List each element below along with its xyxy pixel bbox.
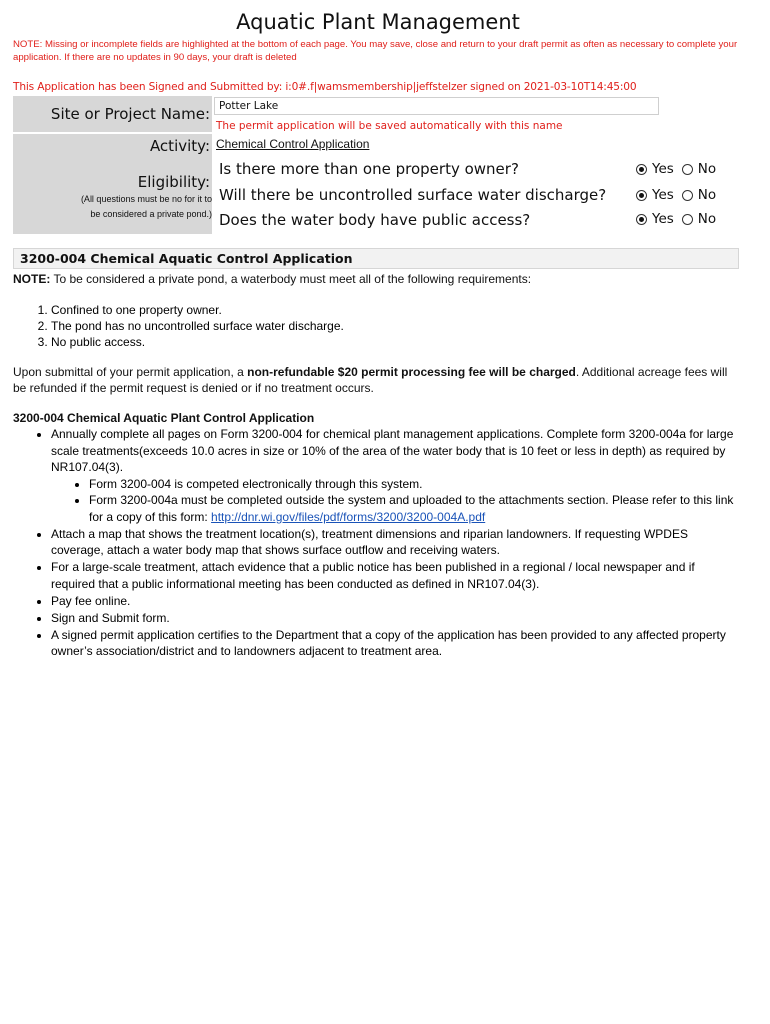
activity-link[interactable]: Chemical Control Application (216, 137, 370, 151)
instructions-list (13, 426, 741, 660)
radio-yes-public-access[interactable] (636, 211, 674, 227)
radio-group-property-owner (636, 161, 724, 177)
autosave-note: The permit application will be saved automatically with this name (216, 120, 563, 132)
list-item (51, 426, 741, 525)
list-item: • Form 3200-004 is competed electronically through this system. (89, 476, 741, 493)
bullet-text: Annually complete all pages on Form 3200-004 for chemical plant management applications. Complete form 3200-004a for large scale treatments(exceeds 10.0 acres in size or 10% of the area of the water body that is 10 feet or less in depth) as required by NR107.04(3). (51, 427, 734, 474)
fee-text-bold: non-refundable $20 permit processing fee will be charged (247, 365, 576, 379)
radio-unchecked-icon[interactable] (682, 214, 693, 225)
signed-by-text: This Application has been Signed and Submitted by: i:0#.f|wamsmembership|jeffstelzer signed on 2021-03-10T14:45:00 (13, 81, 637, 93)
question-surface-discharge: Will there be uncontrolled surface water discharge? (219, 186, 607, 204)
sub-heading: 3200-004 Chemical Aquatic Plant Control Application (13, 411, 315, 425)
radio-group-surface-discharge (636, 187, 724, 203)
radio-yes-label: Yes (652, 211, 674, 227)
radio-no-label: No (697, 161, 717, 177)
private-pond-note (13, 271, 753, 287)
list-item: • Attach a map that shows the treatment location(s), treatment dimensions and riparian landowners. If requesting WPDES coverage, attach a water body map that shows surface outflow and receiving waters. (51, 526, 741, 559)
radio-yes-label: Yes (652, 187, 674, 203)
fee-text-pre: Upon submittal of your permit application, a (13, 365, 248, 379)
radio-checked-icon[interactable] (636, 190, 647, 201)
list-item: 1. Confined to one property owner. (51, 302, 753, 318)
radio-checked-icon[interactable] (636, 164, 647, 175)
site-name-input[interactable] (214, 97, 659, 115)
list-item: 2. The pond has no uncontrolled surface water discharge. (51, 318, 753, 334)
radio-no-label: No (697, 187, 717, 203)
list-item (89, 492, 741, 525)
bullet-text: Form 3200-004a must be completed outside the system and uploaded to the attachments section. Please refer to this link for a copy of this form: (89, 493, 734, 524)
radio-yes-property-owner[interactable] (636, 161, 674, 177)
radio-checked-icon[interactable] (636, 214, 647, 225)
section-heading: 3200-004 Chemical Aquatic Control Application (13, 248, 739, 269)
form-3200-004a-link[interactable]: http://dnr.wi.gov/files/pdf/forms/3200/3200-004A.pdf (211, 509, 486, 524)
radio-no-surface-discharge[interactable] (682, 187, 716, 203)
requirements-list (13, 302, 753, 350)
radio-yes-label: Yes (652, 161, 674, 177)
site-label: Site or Project Name: (50, 105, 210, 123)
fee-paragraph (13, 364, 733, 396)
page-title: Aquatic Plant Management (236, 10, 520, 34)
eligibility-note: (All questions must be no for it to be considered a private pond.) (80, 194, 212, 219)
radio-unchecked-icon[interactable] (682, 164, 693, 175)
activity-label: Activity: (149, 137, 210, 155)
question-property-owner: Is there more than one property owner? (219, 160, 519, 178)
list-item: 3. No public access. (51, 334, 753, 350)
radio-no-public-access[interactable] (682, 211, 716, 227)
radio-no-label: No (697, 211, 717, 227)
radio-group-public-access (636, 211, 724, 227)
question-public-access: Does the water body have public access? (219, 211, 531, 229)
radio-yes-surface-discharge[interactable] (636, 187, 674, 203)
list-item: • Pay fee online. (51, 593, 741, 610)
draft-note: NOTE: Missing or incomplete fields are highlighted at the bottom of each page. You may save, close and return to your draft permit as often as necessary to complete your application. If there are no updates in 90 days, your draft is deleted (13, 39, 738, 63)
radio-unchecked-icon[interactable] (682, 190, 693, 201)
note-label: NOTE: (13, 272, 51, 286)
fee-text-post: . Additional acreage fees will be refunded if the permit request is denied or if no treatment occurs. (13, 365, 728, 395)
note-text: To be considered a private pond, a waterbody must meet all of the following requirements: (50, 272, 532, 286)
list-item: • A signed permit application certifies to the Department that a copy of the application has been provided to any affected property owner’s association/district and to landowners adjacent to treatment area. (51, 627, 741, 660)
list-item: • Sign and Submit form. (51, 610, 741, 627)
eligibility-label: Eligibility: (137, 173, 210, 191)
list-item: • For a large-scale treatment, attach evidence that a public notice has been published in a regional / local newspaper and if required that a public informational meeting has been conducted as defined in NR107.04(3). (51, 559, 741, 592)
radio-no-property-owner[interactable] (682, 161, 716, 177)
